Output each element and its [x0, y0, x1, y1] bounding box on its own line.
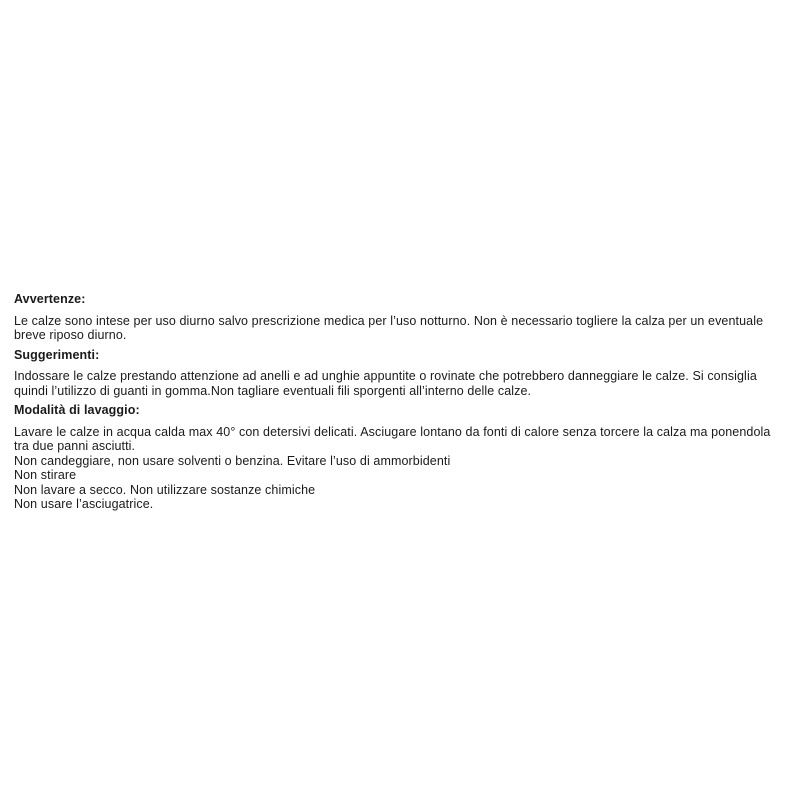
section-paragraph: Non stirare [14, 468, 77, 482]
section-avvertenze [14, 292, 786, 343]
section-paragraph: Le calze sono intese per uso diurno salvo prescrizione medica per l’uso notturno. Non è necessario togliere la calza per un eventuale breve riposo diurno. [14, 313, 764, 342]
section-suggerimenti [14, 348, 786, 399]
section-paragraph: Indossare le calze prestando attenzione ad anelli e ad unghie appuntite o rovinate che potrebbero danneggiare le calze. Si consiglia quindi l’utilizzo di guanti in gomma.Non tagliare eventuali fili sporgenti all’interno delle calze. [14, 369, 757, 398]
section-heading-suggerimenti: Suggerimenti: [14, 347, 100, 362]
section-modalita-di-lavaggio [14, 403, 786, 512]
section-paragraph: Non usare l’asciugatrice. [14, 497, 154, 511]
section-paragraph: Non lavare a secco. Non utilizzare sostanze chimiche [14, 482, 316, 497]
section-paragraph: Lavare le calze in acqua calda max 40° con detersivi delicati. Asciugare lontano da fonti di calore senza torcere la calza ma ponendola tra due panni asciutti. [14, 424, 771, 453]
section-heading-modalita-di-lavaggio: Modalità di lavaggio: [14, 403, 140, 417]
section-heading-avvertenze: Avvertenze: [14, 292, 86, 306]
section-paragraph: Non candeggiare, non usare solventi o benzina. Evitare l’uso di ammorbidenti [14, 453, 451, 468]
